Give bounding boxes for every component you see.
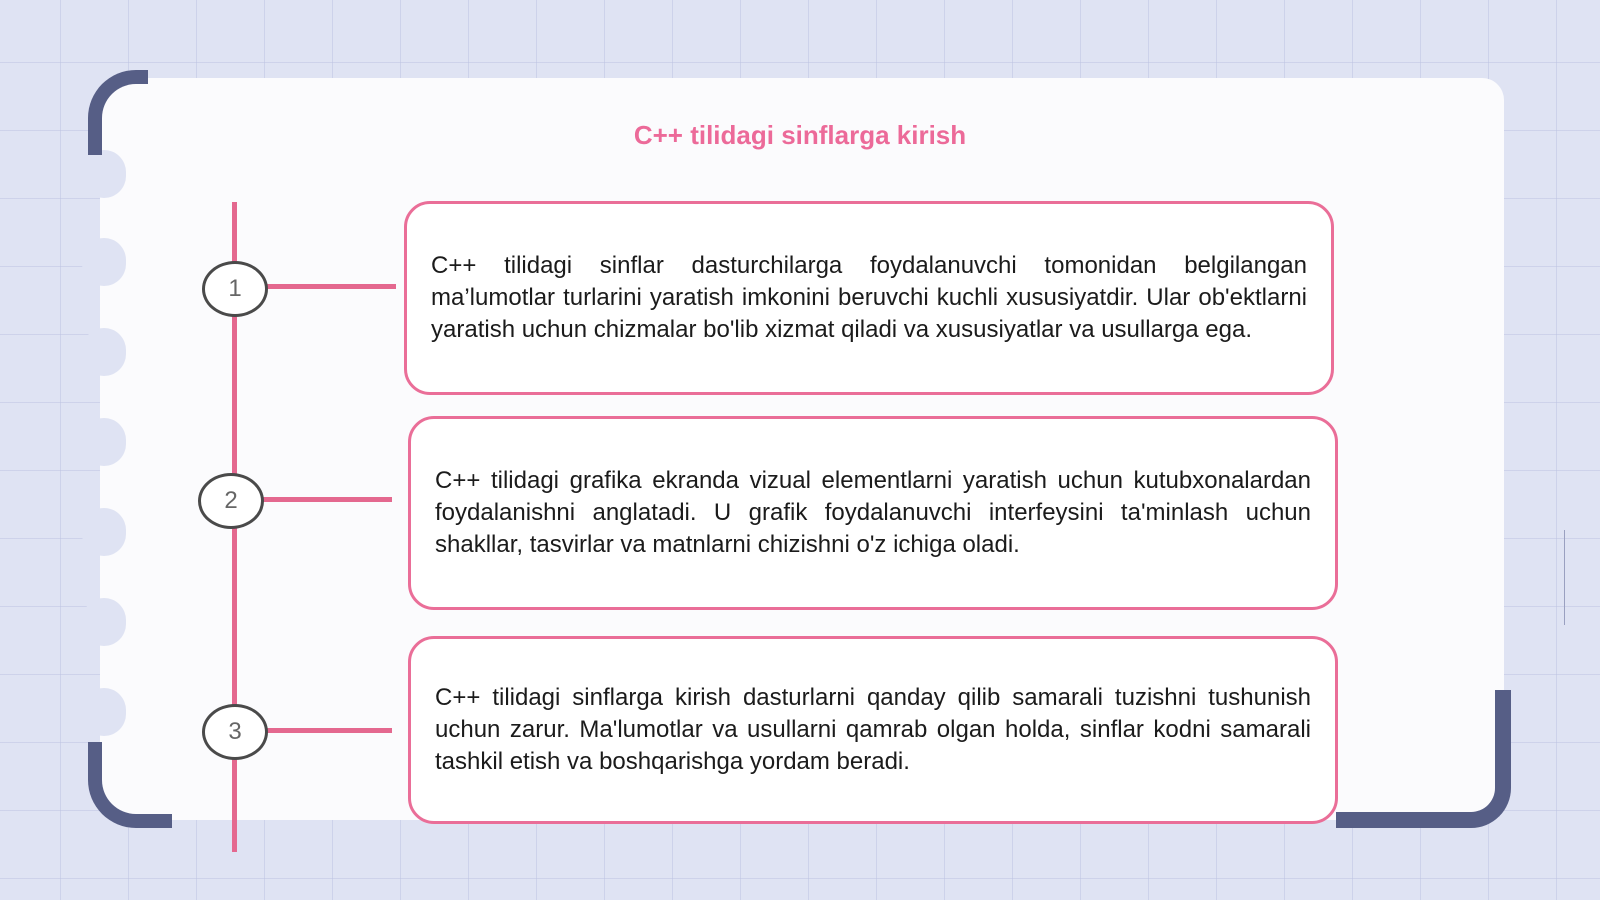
notch-decoration	[82, 508, 126, 556]
slide-title: C++ tilidagi sinflarga kirish	[633, 120, 967, 150]
step-number-3: 3	[202, 704, 268, 760]
decorative-line	[1564, 530, 1565, 625]
frame-corner-bottom-left	[88, 742, 172, 828]
frame-corner-top-left	[88, 70, 148, 155]
timeline-connector	[262, 497, 392, 502]
notch-decoration	[82, 150, 126, 198]
step-number-2: 2	[198, 473, 264, 529]
content-box-2	[408, 416, 1338, 610]
frame-corner-bottom-right	[1336, 690, 1511, 828]
notch-decoration	[82, 418, 126, 466]
notch-decoration	[82, 688, 126, 736]
content-text-2: C++ tilidagi grafika ekranda vizual elementlarni yaratish uchun kutubxonalardan foydalanishni anglatadi. U grafik foydalanuvchi interfeysini ta'minlash uchun shakllar, tasvirlar va matnlarni chizishni o'z ichiga oladi.	[435, 467, 1311, 558]
notch-decoration	[82, 238, 126, 286]
content-box-1	[404, 201, 1334, 395]
notch-decoration	[82, 328, 126, 376]
content-text-1: C++ tilidagi sinflar dasturchilarga foydalanuvchi tomonidan belgilangan ma’lumotlar turlarini yaratish imkonini beruvchi kuchli xususiyatdir. Ular ob'ektlarni yaratish uchun chizmalar bo'lib xizmat qiladi va xususiyatlar va usullarga ega.	[431, 252, 1307, 343]
notch-decoration	[82, 598, 126, 646]
timeline-connector	[266, 284, 396, 289]
timeline-connector	[266, 728, 392, 733]
content-text-3: C++ tilidagi sinflarga kirish dasturlarni qanday qilib samarali tuzishni tushunish uchun zarur. Ma'lumotlar va usullarni qamrab olgan holda, sinflar kodni samarali tashkil etish va boshqarishga yordam beradi.	[435, 684, 1311, 775]
content-box-3	[408, 636, 1338, 824]
step-number-1: 1	[202, 261, 268, 317]
